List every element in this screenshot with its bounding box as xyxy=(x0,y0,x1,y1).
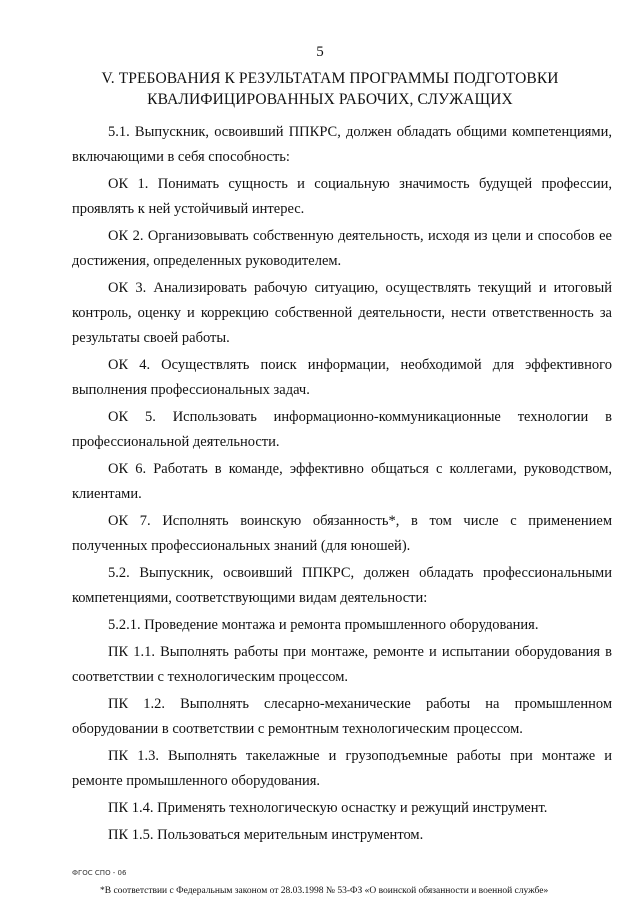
footnote: *В соответствии с Федеральным законом от 28.03.1998 № 53-ФЗ «О воинской обязанности и военной службе» xyxy=(100,886,549,896)
paragraph-ok-5: ОК 5. Использовать информационно-коммуникационные технологии в профессиональной деятельности. xyxy=(72,409,612,450)
paragraph-ok-4: ОК 4. Осуществлять поиск информации, необходимой для эффективного выполнения профессиональных задач. xyxy=(72,357,612,398)
paragraph-ok-1: ОК 1. Понимать сущность и социальную значимость будущей профессии, проявлять к ней устойчивый интерес. xyxy=(72,176,612,217)
paragraph-pk-1-3: ПК 1.3. Выполнять такелажные и грузоподъемные работы при монтаже и ремонте промышленного оборудования. xyxy=(72,748,612,789)
paragraph-ok-7: ОК 7. Исполнять воинскую обязанность*, в том числе с применением полученных профессиональных знаний (для юношей). xyxy=(72,513,612,554)
paragraph-ok-6: ОК 6. Работать в команде, эффективно общаться с коллегами, руководством, клиентами. xyxy=(72,461,612,502)
paragraph-5-2: 5.2. Выпускник, освоивший ППКРС, должен обладать профессиональными компетенциями, соответствующими видам деятельности: xyxy=(72,565,612,606)
page-number: 5 xyxy=(316,44,324,60)
paragraph-5-1: 5.1. Выпускник, освоивший ППКРС, должен обладать общими компетенциями, включающими в себя способность: xyxy=(72,124,612,165)
paragraph-pk-1-2: ПК 1.2. Выполнять слесарно-механические работы на промышленном оборудовании в соответствии с ремонтным технологическим процессом. xyxy=(72,696,612,737)
section-heading xyxy=(60,68,600,110)
paragraph-pk-1-4: ПК 1.4. Применять технологическую оснастку и режущий инструмент. xyxy=(108,800,548,816)
footer-code: ФГОС СПО - 06 xyxy=(72,869,127,877)
paragraph-pk-1-1: ПК 1.1. Выполнять работы при монтаже, ремонте и испытании оборудования в соответствии с технологическим процессом. xyxy=(72,644,612,685)
paragraph-pk-1-5: ПК 1.5. Пользоваться мерительным инструментом. xyxy=(108,827,424,843)
document-body xyxy=(72,120,612,850)
section-heading-line-2: КВАЛИФИЦИРОВАННЫХ РАБОЧИХ, СЛУЖАЩИХ xyxy=(147,91,513,108)
paragraph-ok-3: ОК 3. Анализировать рабочую ситуацию, осуществлять текущий и итоговый контроль, оценку и коррекцию собственной деятельности, нести ответственность за результаты своей работы. xyxy=(72,280,612,346)
paragraph-ok-2: ОК 2. Организовывать собственную деятельность, исходя из цели и способов ее достижения, определенных руководителем. xyxy=(72,228,612,269)
paragraph-5-2-1: 5.2.1. Проведение монтажа и ремонта промышленного оборудования. xyxy=(108,617,539,633)
section-heading-line-1: V. ТРЕБОВАНИЯ К РЕЗУЛЬТАТАМ ПРОГРАММЫ ПОДГОТОВКИ xyxy=(101,70,559,87)
